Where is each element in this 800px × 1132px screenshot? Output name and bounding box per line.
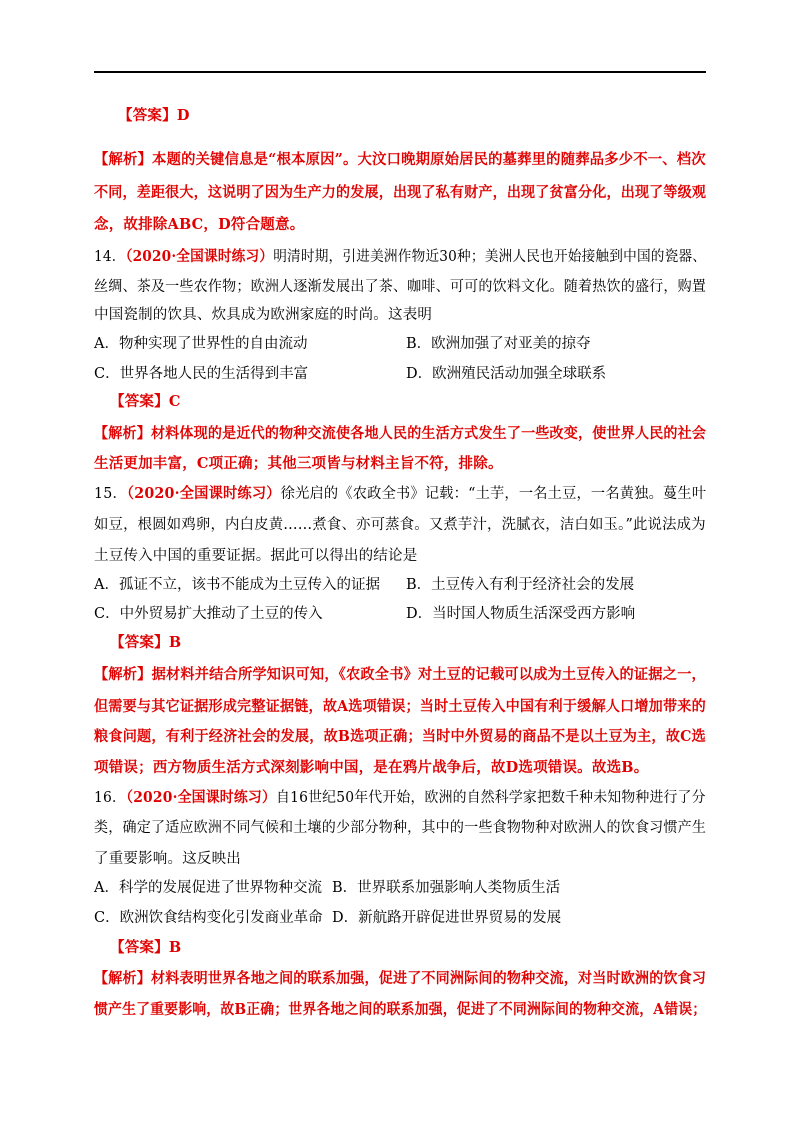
q13-answer-line: 【答案】D	[118, 107, 190, 124]
q15-option-b: B．土豆传入有利于经济社会的发展	[406, 577, 635, 593]
q15-analysis-line: 但需要与其它证据形成完整证据链，故A选项错误；当时土豆传入中国有利于缓解人口增加带来的	[94, 698, 706, 715]
q15-stem-line: 15．（2020·全国课时练习）徐光启的《农政全书》记载：“土芋，一名土豆，一名黄独。蔓生叶	[94, 485, 707, 502]
q14-source: （2020·全国课时练习）	[125, 248, 274, 265]
q16-stem-line: 了重要影响。这反映出	[94, 851, 241, 867]
q15-option-d: D．当时国人物质生活深受西方影响	[406, 606, 636, 622]
q16-source: （2020·全国课时练习）	[126, 789, 277, 806]
q13-analysis-line: 不同，差距很大，这说明了因为生产力的发展，出现了私有财产，出现了贫富分化，出现了等级观	[94, 184, 707, 201]
q16-option-a: A．科学的发展促进了世界物种交流	[94, 880, 322, 896]
q16-answer-line: 【答案】B	[110, 939, 182, 956]
q14-option-c: C．世界各地人民的生活得到丰富	[94, 366, 309, 382]
q16-analysis-line: 惯产生了重要影响，故B正确；世界各地之间的联系加强，促进了不同洲际间的物种交流，A错误；	[94, 1001, 707, 1018]
q16-option-b: B．世界联系加强影响人类物质生活	[332, 880, 561, 896]
q14-stem-line: 14．（2020·全国课时练习）明清时期，引进美洲作物近30种；美洲人民也开始接触到中国的瓷器、	[94, 248, 707, 265]
q14-option-d: D．欧洲殖民活动加强全球联系	[406, 366, 607, 382]
q14-analysis-line: 【解析】材料体现的是近代的物种交流使各地人民的生活方式发生了一些改变，使世界人民的社会	[94, 425, 707, 442]
q14-analysis-line: 生活更加丰富，C项正确；其他三项皆与材料主旨不符，排除。	[94, 455, 503, 472]
q16-stem-line: 16．（2020·全国课时练习）自16世纪50年代开始，欧洲的自然科学家把数千种未知物种进行了分	[94, 789, 706, 806]
header-rule	[94, 71, 706, 73]
q15-source: （2020·全国课时练习）	[126, 485, 281, 502]
q16-option-c: C．欧洲饮食结构变化引发商业革命	[94, 910, 323, 926]
q15-analysis-line: 【解析】据材料并结合所学知识可知，《农政全书》对土豆的记载可以成为土豆传入的证据之一，	[94, 666, 706, 683]
q13-analysis-line: 【解析】本题的关键信息是“根本原因”。大汶口晚期原始居民的墓葬里的随葬品多少不一、档次	[94, 151, 706, 168]
q15-analysis-line: 项错误；西方物质生活方式深刻影响中国，是在鸦片战争后，故D选项错误。故选B。	[94, 759, 649, 776]
q14-option-a: A．物种实现了世界性的自由流动	[94, 336, 308, 352]
q16-analysis-line: 【解析】材料表明世界各地之间的联系加强，促进了不同洲际间的物种交流，对当时欧洲的饮食习	[94, 970, 707, 987]
q16-stem-line: 类，确定了适应欧洲不同气候和土壤的少部分物种，其中的一些食物物种对欧洲人的饮食习惯产生	[94, 820, 707, 836]
q14-stem-line: 丝绸、茶及一些农作物；欧洲人逐渐发展出了茶、咖啡、可可的饮料文化。随着热饮的盛行，购置	[94, 279, 707, 295]
q14-stem-line: 中国瓷制的饮具、炊具成为欧洲家庭的时尚。这表明	[94, 307, 433, 323]
q15-stem-line: 土豆传入中国的重要证据。据此可以得出的结论是	[94, 548, 418, 564]
q14-option-b: B．欧洲加强了对亚美的掠夺	[406, 336, 591, 352]
q15-option-a: A．孤证不立，该书不能成为土豆传入的证据	[94, 577, 380, 593]
q16-option-d: D．新航路开辟促进世界贸易的发展	[332, 910, 562, 926]
q15-answer-line: 【答案】B	[110, 634, 182, 651]
q15-analysis-line: 粮食问题，有利于经济社会的发展，故B选项正确；当时中外贸易的商品不是以土豆为主，故C选	[94, 728, 706, 745]
q13-analysis-line: 念，故排除ABC，D符合题意。	[94, 216, 305, 233]
q15-option-c: C．中外贸易扩大推动了土豆的传入	[94, 606, 323, 622]
q15-stem-line: 如豆，根圆如鸡卵，内白皮黄……煮食、亦可蒸食。又煮芋汁，洗腻衣，洁白如玉。”此说法成为	[94, 517, 706, 533]
q14-answer-line: 【答案】C	[110, 393, 181, 410]
